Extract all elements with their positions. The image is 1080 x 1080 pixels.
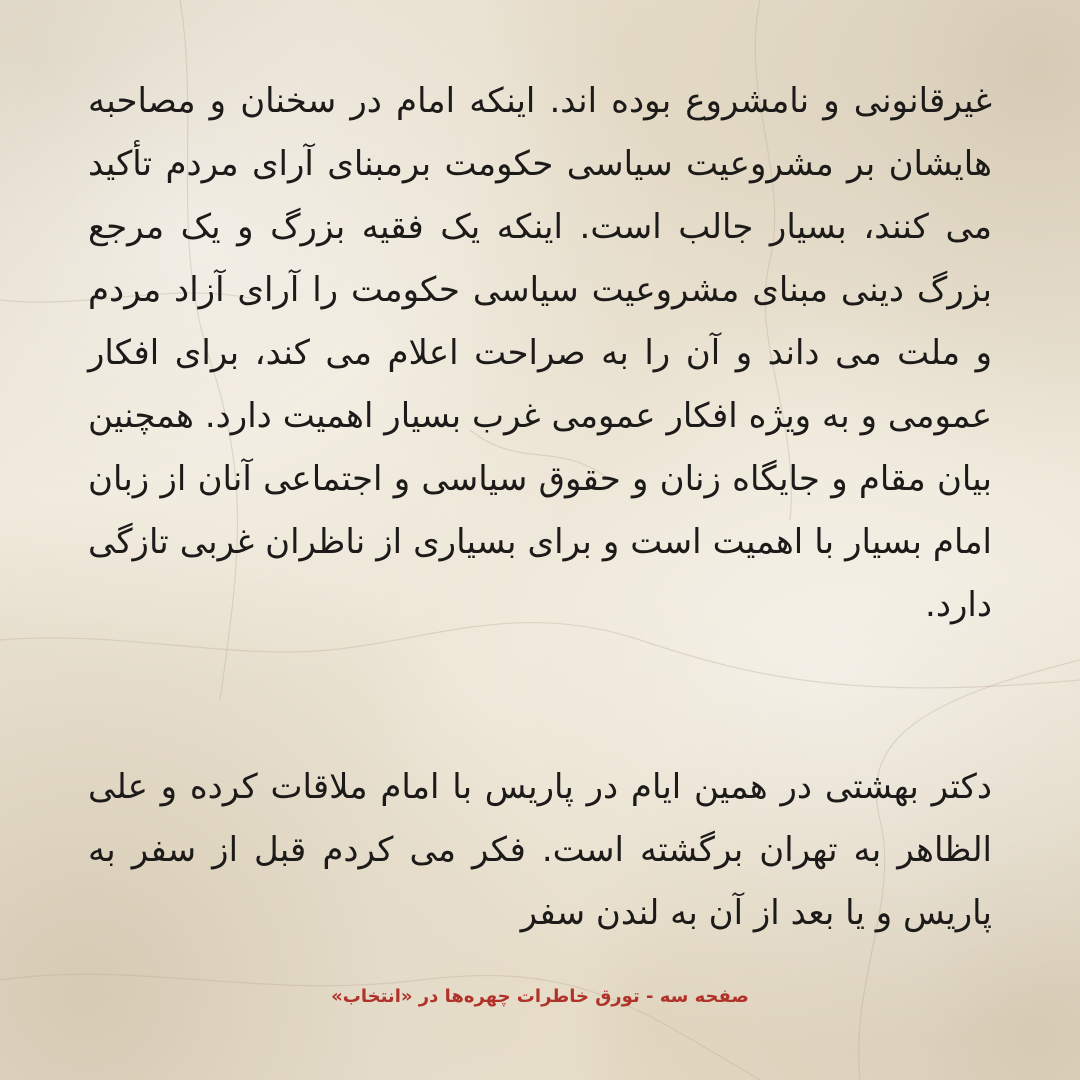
page-footer: صفحه سه - تورق خاطرات چهره‌ها در «انتخاب» <box>331 986 749 1007</box>
body-paragraph-1: غیرقانونی و نامشروع بوده اند. اینکه امام در سخنان و مصاحبه هایشان بر مشروعیت سیاسی حکومت برمبنای آرای مردم تأکید می کنند، بسیار جالب است. اینکه یک فقیه بزرگ و یک مرجع بزرگ دینی مبنای مشروعیت سیاسی حکومت را آرای آزاد مردم و ملت می داند و آن را به صراحت اعلام می کند، برای افکار عمومی و به ویژه افکار عمومی غرب بسیار اهمیت دارد. همچنین بیان مقام و جایگاه زنان و حقوق سیاسی و اجتماعی آنان از زبان امام بسیار با اهمیت است و برای بسیاری از ناظران غربی تازگی دارد. <box>88 81 992 625</box>
body-paragraph-2: دکتر بهشتی در همین ایام در پاریس با امام ملاقات کرده و علی الظاهر به تهران برگشته است. فکر می کردم قبل از سفر به پاریس و یا بعد از آن به لندن سفر <box>88 767 992 933</box>
